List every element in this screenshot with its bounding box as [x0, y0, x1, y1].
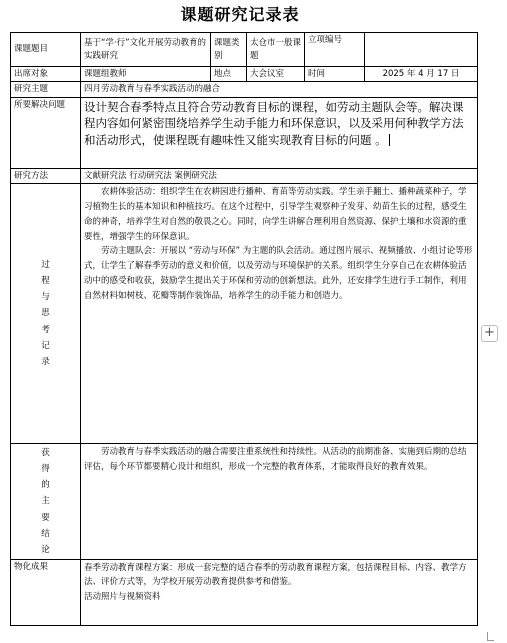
methods-label: 研究方法: [11, 168, 81, 183]
problem-text: 设计契合春季特点且符合劳动教育目标的课程，如劳动主题队会等。解决课程内容如何紧密围绕培养学生动手能力和环保意识，以及采用何种教学方法和活动形式，使课程既有趣味性又能实现教育目标的问题 。: [84, 99, 464, 147]
subject-label: 研究主题: [11, 82, 81, 97]
row-problem: [11, 97, 478, 168]
topic-label: 课题题目: [11, 33, 81, 67]
row-process: [11, 183, 478, 443]
category-value[interactable]: 太仓市一般课题: [247, 33, 305, 67]
row-subject: [11, 82, 478, 97]
location-label: 地点: [211, 67, 247, 82]
category-label: 课题类别: [211, 33, 247, 67]
row-methods: [11, 168, 478, 183]
attendees-value[interactable]: 课题组教师: [81, 67, 211, 82]
process-value[interactable]: [81, 183, 478, 443]
process-paragraph: 农耕体验活动：组织学生在农耕园进行播种、育苗等劳动实践。学生亲手翻土、播种蔬菜种子，学习植物生长的基本知识和种植技巧。在这个过程中，引导学生观察种子发芽、幼苗生长的过程，感受生命的神奇，培养学生对自然的敬畏之心。同时，向学生讲解合理利用自然资源、保护土壤和水资源的重要性，增强学生的环保意识。: [84, 186, 467, 242]
outcomes-line: 春季劳动教育课程方案：形成一套完整的适合春季的劳动教育课程方案，包括课程目标、内容、教学方法、评价方式等，为学校开展劳动教育提供参考和借鉴。: [84, 562, 467, 588]
add-icon[interactable]: +: [481, 325, 498, 342]
row-outcomes: [11, 559, 478, 625]
problem-value[interactable]: [81, 97, 478, 168]
results-value[interactable]: [81, 443, 478, 559]
row-results: [11, 443, 478, 559]
outcomes-line: 活动照片与视频资料: [84, 591, 161, 602]
time-value[interactable]: 2025 年 4 月 17 日: [365, 67, 478, 82]
topic-value[interactable]: 基于“学·行”文化开展劳动教育的实践研究: [81, 33, 211, 67]
process-label: 过 程 与 思 考 记 录: [11, 183, 81, 443]
row-topic: [11, 33, 478, 67]
problem-label: 所要解决问题: [11, 97, 81, 168]
number-value[interactable]: [365, 33, 478, 67]
process-paragraph: 劳动主题队会：开展以 “劳动与环保” 为主题的队会活动。通过图片展示、视频播放、小组讨论等形式，让学生了解春季劳动的意义和价值，以及劳动与环境保护的关系。组织学生分享自己在农耕体验活动中的感受和收获，鼓励学生提出关于环保和劳动的创新想法。此外，还安排学生进行手工制作，利用自然材料如树枝、花瓣等制作装饰品，培养学生的动手能力和创造力。: [84, 246, 473, 302]
corner-mark: [487, 632, 494, 641]
outcomes-value[interactable]: [81, 559, 478, 625]
results-paragraph: 劳动教育与春季实践活动的融合需要注重系统性和持续性。从活动的前期准备、实施到后期的总结评估，每个环节都要精心设计和组织，形成一个完整的教育体系，才能取得良好的教育效果。: [84, 446, 467, 472]
location-value[interactable]: 大会议室: [247, 67, 305, 82]
results-label: 获 得 的 主 要 结 论: [11, 443, 81, 559]
row-attendees: [11, 67, 478, 82]
subject-value[interactable]: 四月劳动教育与春季实践活动的融合: [81, 82, 478, 97]
text-cursor: [389, 134, 390, 146]
attendees-label: 出席对象: [11, 67, 81, 82]
outcomes-label: 物化成果: [11, 559, 81, 625]
research-record-table: [10, 32, 478, 626]
page-title: 课题研究记录表: [180, 5, 300, 24]
time-label: 时间: [305, 67, 365, 82]
number-label: 立项编号: [305, 33, 365, 67]
methods-value[interactable]: 文献研究法 行动研究法 案例研究法: [81, 168, 478, 183]
